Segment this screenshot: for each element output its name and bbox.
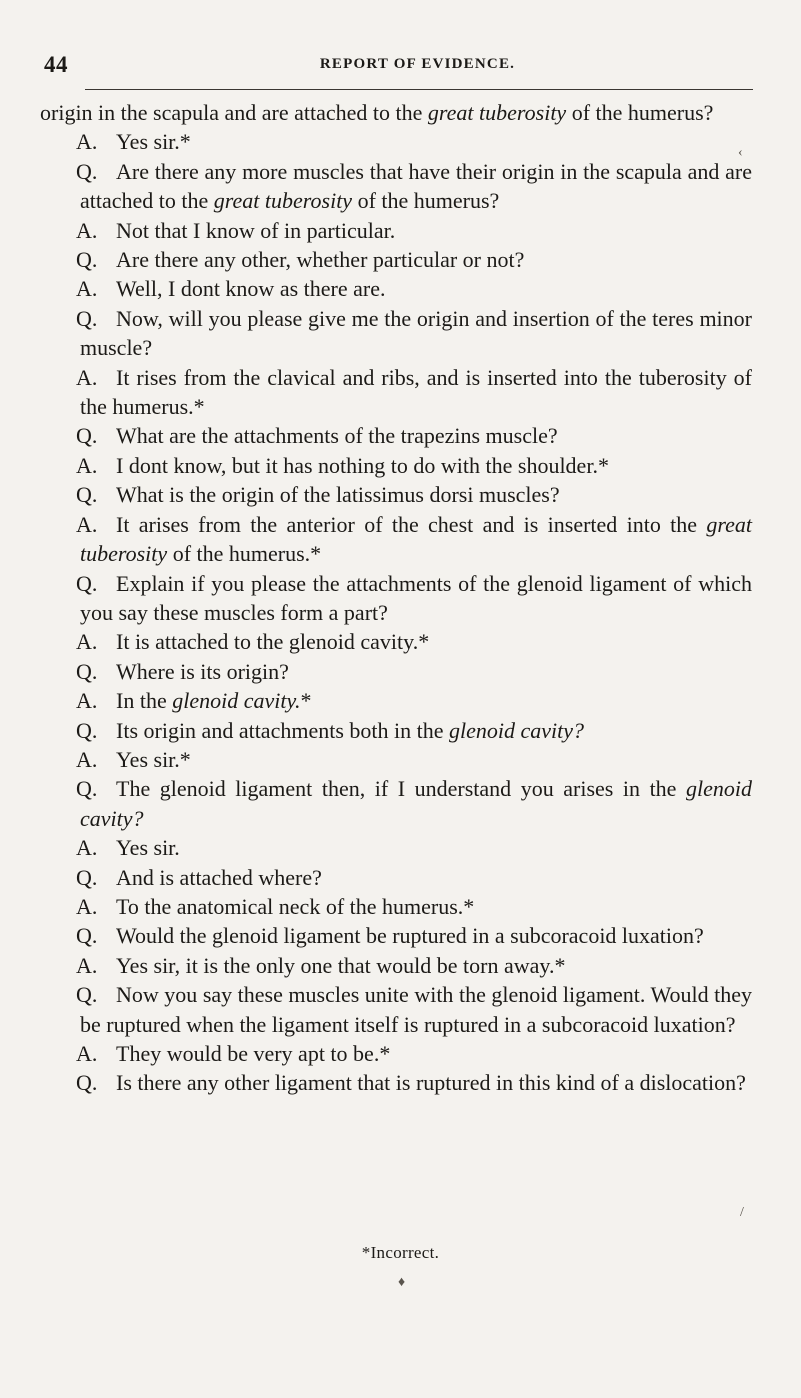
speaker-label: Q. xyxy=(76,717,98,743)
question-line xyxy=(40,980,752,1039)
speaker-label: A. xyxy=(76,129,98,155)
line-text: Well, I dont know as there are. xyxy=(116,276,386,302)
answer-line xyxy=(40,951,752,980)
line-text: What is the origin of the latissimus dorsi muscles? xyxy=(116,482,560,508)
question-line xyxy=(40,657,752,686)
speaker-label: Q. xyxy=(76,305,98,331)
line-text-after: of the humerus? xyxy=(352,188,500,214)
question-line xyxy=(40,245,752,274)
speaker-label: A. xyxy=(76,452,98,478)
answer-line xyxy=(40,451,752,480)
line-text: Yes sir.* xyxy=(116,746,191,772)
speaker-label: A. xyxy=(76,688,98,714)
speaker-label: A. xyxy=(76,746,98,772)
line-text: What are the attachments of the trapezins muscle? xyxy=(116,423,558,449)
answer-line xyxy=(40,274,752,303)
line-text: To the anatomical neck of the humerus.* xyxy=(116,893,475,919)
answer-line xyxy=(40,510,752,569)
continuation-line xyxy=(40,98,752,127)
stray-mark: ♦ xyxy=(398,1275,406,1290)
answer-line xyxy=(40,686,752,715)
line-text: Would the glenoid ligament be ruptured in a subcoracoid luxation? xyxy=(116,923,704,949)
speaker-label: Q. xyxy=(76,982,98,1008)
answer-line xyxy=(40,1039,752,1068)
page-number: 44 xyxy=(44,52,68,77)
speaker-label: A. xyxy=(76,276,98,302)
speaker-label: A. xyxy=(76,1041,98,1066)
line-text: Is there any other ligament that is ruptured in this kind of a dislocation? xyxy=(116,1070,746,1096)
italic-term: glenoid cavity. xyxy=(172,688,301,714)
line-text: It is attached to the glenoid cavity.* xyxy=(116,629,430,655)
line-text: Its origin and attachments both in the xyxy=(116,717,449,743)
speaker-label: Q. xyxy=(76,570,98,596)
footnote: *Incorrect. xyxy=(361,1243,440,1262)
speaker-label: A. xyxy=(76,893,98,919)
line-text: In the xyxy=(116,688,173,714)
question-line xyxy=(40,421,752,450)
speaker-label: Q. xyxy=(76,864,98,890)
answer-line xyxy=(40,627,752,656)
header-rule xyxy=(85,89,753,90)
line-text-after: * xyxy=(300,688,312,714)
speaker-label: Q. xyxy=(76,658,98,684)
question-line xyxy=(40,863,752,892)
question-line xyxy=(40,157,752,216)
answer-line xyxy=(40,216,752,245)
italic-term: glenoid cavity? xyxy=(80,776,752,831)
line-text: Yes sir, it is the only one that would be torn away.* xyxy=(116,952,566,978)
line-text: Not that I know of in particular. xyxy=(116,217,396,243)
question-line xyxy=(40,921,752,950)
answer-line xyxy=(40,745,752,774)
question-line xyxy=(40,569,752,628)
speaker-label: Q. xyxy=(76,247,98,273)
question-line xyxy=(40,716,752,745)
speaker-label: A. xyxy=(76,952,98,978)
speaker-label: A. xyxy=(76,629,98,655)
line-text: I dont know, but it has nothing to do with the shoulder.* xyxy=(116,452,609,478)
line-text: Explain if you please the attachments of the glenoid ligament of which you say these muscles form a part? xyxy=(80,570,752,625)
line-text: They would be very apt to be.* xyxy=(116,1041,391,1066)
italic-term: great tuberosity xyxy=(213,188,353,214)
answer-line xyxy=(40,892,752,921)
speaker-label: Q. xyxy=(76,923,98,949)
line-text: Yes sir. xyxy=(116,835,180,861)
italic-term: glenoid cavity? xyxy=(449,717,585,743)
speaker-label: Q. xyxy=(76,1070,98,1096)
question-line xyxy=(40,774,752,833)
answer-line xyxy=(40,833,752,862)
speaker-label: A. xyxy=(76,835,98,861)
line-text: origin in the scapula and are attached to the xyxy=(40,100,428,125)
speaker-label: A. xyxy=(76,511,98,537)
speaker-label: A. xyxy=(76,217,98,243)
running-head: REPORT OF EVIDENCE. xyxy=(319,56,516,72)
line-text: It rises from the clavical and ribs, and is inserted into the tuberosity of the humerus.* xyxy=(80,364,752,420)
question-line xyxy=(40,480,752,509)
line-text: It arises from the anterior of the chest and is inserted into the xyxy=(116,511,707,537)
line-text: Yes sir.* xyxy=(116,129,191,155)
line-text: The glenoid ligament then, if I understand you arises in the xyxy=(116,776,686,802)
page-header xyxy=(40,52,755,80)
testimony-text xyxy=(40,98,752,1098)
stray-mark: ‹ xyxy=(738,145,743,160)
question-line xyxy=(40,304,752,363)
line-text-after: of the humerus.* xyxy=(167,541,322,567)
speaker-label: Q. xyxy=(76,158,98,184)
speaker-label: Q. xyxy=(76,423,98,449)
line-text: Now you say these muscles unite with the glenoid ligament. Would they be ruptured when the ligament itself is ruptured in a subcoracoid luxation? xyxy=(80,982,752,1037)
speaker-label: Q. xyxy=(76,482,98,508)
italic-term: great tuberosity xyxy=(427,100,567,125)
answer-line xyxy=(40,363,752,422)
speaker-label: A. xyxy=(76,364,98,390)
line-text: Where is its origin? xyxy=(116,658,289,684)
question-line xyxy=(40,1068,752,1097)
line-text-after: of the humerus? xyxy=(566,100,714,125)
line-text: And is attached where? xyxy=(116,864,322,890)
answer-line xyxy=(40,127,752,156)
line-text: Are there any other, whether particular or not? xyxy=(116,247,525,273)
speaker-label: Q. xyxy=(76,776,98,802)
stray-mark: / xyxy=(740,1205,744,1220)
line-text: Are there any more muscles that have their origin in the scapula and are attached to the xyxy=(80,158,752,214)
line-text: Now, will you please give me the origin and insertion of the teres minor muscle? xyxy=(80,305,752,361)
italic-term: great tuberosity xyxy=(80,511,752,567)
